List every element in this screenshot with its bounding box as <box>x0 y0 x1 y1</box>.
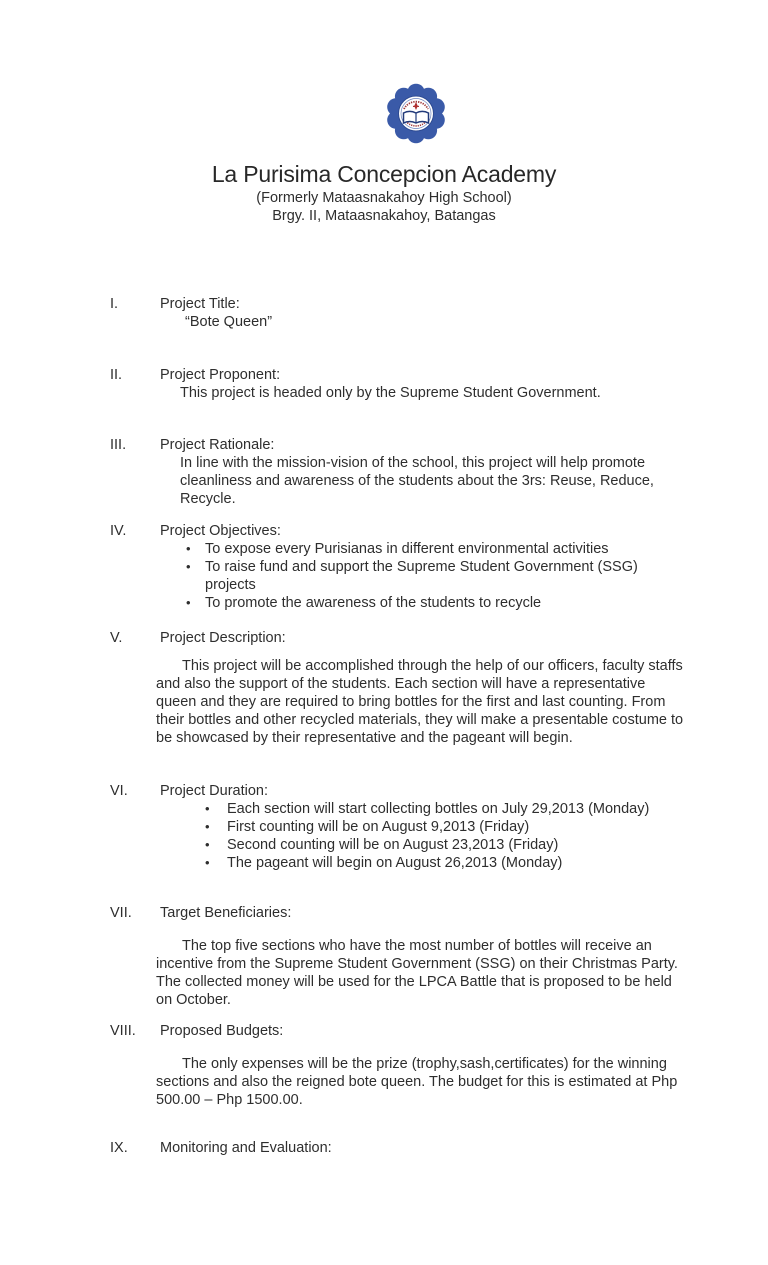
document-header <box>0 159 768 225</box>
section-paragraph: This project will be accomplished through the help of our officers, faculty staffs and also the support of the students. Each section will have a representative queen and they are required to bring bottles for the first and last counting. From their bottles and other recycled materials, they will make a presentable costume to be showcased by their representative and the pageant will begin. <box>156 658 684 746</box>
list-item <box>160 818 684 836</box>
section-project-description <box>110 629 684 747</box>
section-project-proponent <box>110 366 684 402</box>
school-seal-icon <box>382 82 450 145</box>
bullet-icon: • <box>205 819 210 834</box>
bullet-text: To expose every Purisianas in different environmental activities <box>205 541 609 557</box>
school-name: La Purisima Concepcion Academy <box>211 161 557 187</box>
bullet-icon: • <box>186 559 191 574</box>
section-project-title <box>110 295 684 331</box>
bullet-text: First counting will be on August 9,2013 (Friday) <box>227 819 530 835</box>
school-seal-logo <box>382 82 450 145</box>
bullet-text: Each section will start collecting bottles on July 29,2013 (Monday) <box>227 801 650 817</box>
section-heading: Project Description: <box>160 630 286 646</box>
section-heading: Project Rationale: <box>160 437 275 453</box>
list-item <box>160 800 684 818</box>
school-address: Brgy. II, Mataasnakahoy, Batangas <box>272 208 496 224</box>
bullet-icon: • <box>186 541 191 556</box>
section-numeral: VII. <box>110 905 132 921</box>
list-item <box>160 594 684 612</box>
section-project-rationale <box>110 436 684 508</box>
section-subline: “Bote Queen” <box>185 314 273 330</box>
section-heading: Project Title: <box>160 296 240 312</box>
list-item <box>160 540 684 558</box>
section-subline: In line with the mission-vision of the school, this project will help promote cleanliness and awareness of the students about the 3rs: Reuse, Reduce, Recycle. <box>180 455 654 507</box>
bullet-text: The pageant will begin on August 26,2013 (Monday) <box>227 855 563 871</box>
duration-list <box>160 800 684 872</box>
bullet-icon: • <box>186 595 191 610</box>
objectives-list <box>160 540 684 612</box>
section-heading: Project Proponent: <box>160 367 281 383</box>
section-numeral: IV. <box>110 523 127 539</box>
section-heading: Project Duration: <box>160 783 268 799</box>
section-subline: This project is headed only by the Supreme Student Government. <box>180 385 601 401</box>
section-heading: Target Beneficiaries: <box>160 905 292 921</box>
bullet-text: To promote the awareness of the students to recycle <box>205 595 542 611</box>
list-item <box>160 836 684 854</box>
section-heading: Project Objectives: <box>160 523 281 539</box>
section-numeral: I. <box>110 296 119 312</box>
section-numeral: IX. <box>110 1140 128 1156</box>
bullet-icon: • <box>205 837 210 852</box>
section-numeral: VIII. <box>110 1023 136 1039</box>
list-item <box>160 854 684 872</box>
section-numeral: VI. <box>110 783 128 799</box>
section-monitoring-evaluation <box>110 1139 684 1157</box>
section-numeral: V. <box>110 630 123 646</box>
school-former-name: (Formerly Mataasnakahoy High School) <box>256 190 512 206</box>
bullet-text: Second counting will be on August 23,2013 (Friday) <box>227 837 559 853</box>
section-target-beneficiaries <box>110 904 684 1009</box>
section-project-duration <box>110 782 684 872</box>
list-item <box>160 558 684 594</box>
bullet-icon: • <box>205 855 210 870</box>
section-heading: Monitoring and Evaluation: <box>160 1140 332 1156</box>
section-paragraph: The top five sections who have the most number of bottles will receive an incentive from the Supreme Student Government (SSG) on their Christmas Party. The collected money will be used for the LPCA Battle that is proposed to be held on October. <box>156 938 678 1008</box>
section-numeral: III. <box>110 437 127 453</box>
section-paragraph: The only expenses will be the prize (trophy,sash,certificates) for the winning sections and also the reigned bote queen. The budget for this is estimated at Php 500.00 – Php 1500.00. <box>156 1056 678 1108</box>
bullet-icon: • <box>205 801 210 816</box>
bullet-text: To raise fund and support the Supreme Student Government (SSG) projects <box>205 559 638 593</box>
section-heading: Proposed Budgets: <box>160 1023 284 1039</box>
section-proposed-budgets <box>110 1022 684 1109</box>
section-numeral: II. <box>110 367 123 383</box>
section-project-objectives <box>110 522 684 612</box>
